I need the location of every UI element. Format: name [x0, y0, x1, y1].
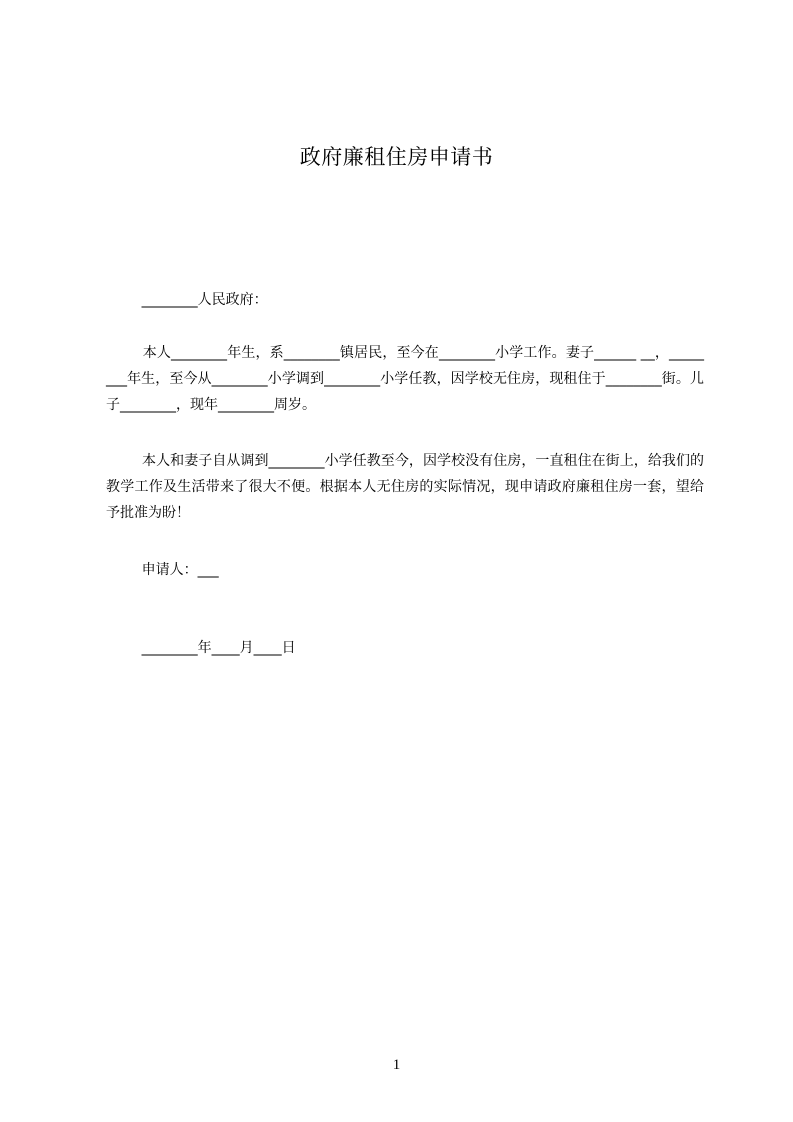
- applicant-line: 申请人：___: [106, 562, 219, 578]
- body-paragraph-2: 本人和妻子自从调到________小学任教至今，因学校没有住房，一直租住在街上，给我们的教学工作及生活带来了很大不便。根据本人无住房的实际情况，现申请政府廉租住房一套，望给予批准为盼！: [106, 453, 705, 521]
- date-line: ________年____月____日: [106, 640, 296, 656]
- addressee-line: ________人民政府：: [106, 292, 268, 308]
- body-paragraph-1: 本人________年生，系________镇居民，至今在________小学工作。妻子______ __，________年生，至今从________小学调到________小学任教，因学校无住房，现租住于________街。儿子________，现年________周岁。: [106, 345, 704, 413]
- document-title: 政府廉租住房申请书: [299, 145, 494, 169]
- page-number: 1: [392, 1057, 401, 1073]
